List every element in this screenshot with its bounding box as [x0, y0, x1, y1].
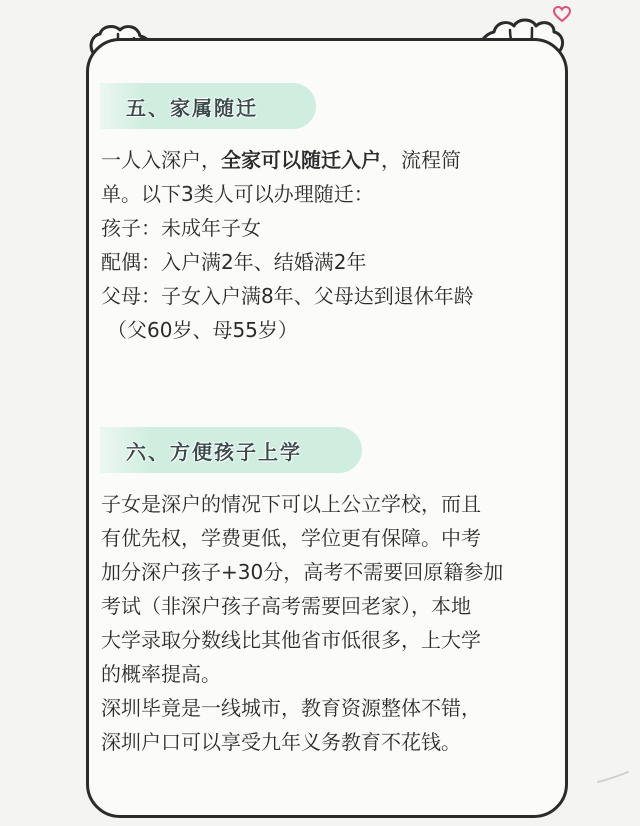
text-line: 大学录取分数线比其他省市低很多，上大学: [101, 628, 481, 652]
section-body-family: [101, 143, 553, 347]
text-line: 考试（非深户孩子高考需要回老家），本地: [101, 594, 471, 618]
heart-icon: [553, 6, 571, 22]
section-title-school: 六、方便孩子上学: [100, 427, 362, 473]
text-line: 有优先权，学费更低，学位更有保障。中考: [101, 526, 481, 550]
text-line: 深圳户口可以享受九年义务教育不花钱。: [101, 730, 461, 754]
text-line: 深圳毕竟是一线城市，教育资源整体不错，: [101, 696, 481, 720]
text-line: 父母：子女入户满8年、父母达到退休年龄: [101, 284, 474, 308]
text-line: 孩子：未成年子女: [101, 216, 261, 240]
text-line: 子女是深户的情况下可以上公立学校，而且: [101, 492, 481, 516]
text-line: 单。以下3类人可以办理随迁：: [101, 182, 374, 206]
section-title-family: 五、家属随迁: [100, 83, 316, 129]
text-line: 一人入深户，全家可以随迁入户，流程简: [101, 148, 461, 172]
corner-mark: [596, 770, 630, 784]
text-line: 配偶：入户满2年、结婚满2年: [101, 250, 367, 274]
text-line: （父60岁、母55岁）: [107, 318, 298, 342]
section-body-school: [101, 487, 553, 759]
text-line: 的概率提高。: [101, 662, 221, 686]
text-line: 加分深户孩子+30分，高考不需要回原籍参加: [101, 560, 504, 584]
